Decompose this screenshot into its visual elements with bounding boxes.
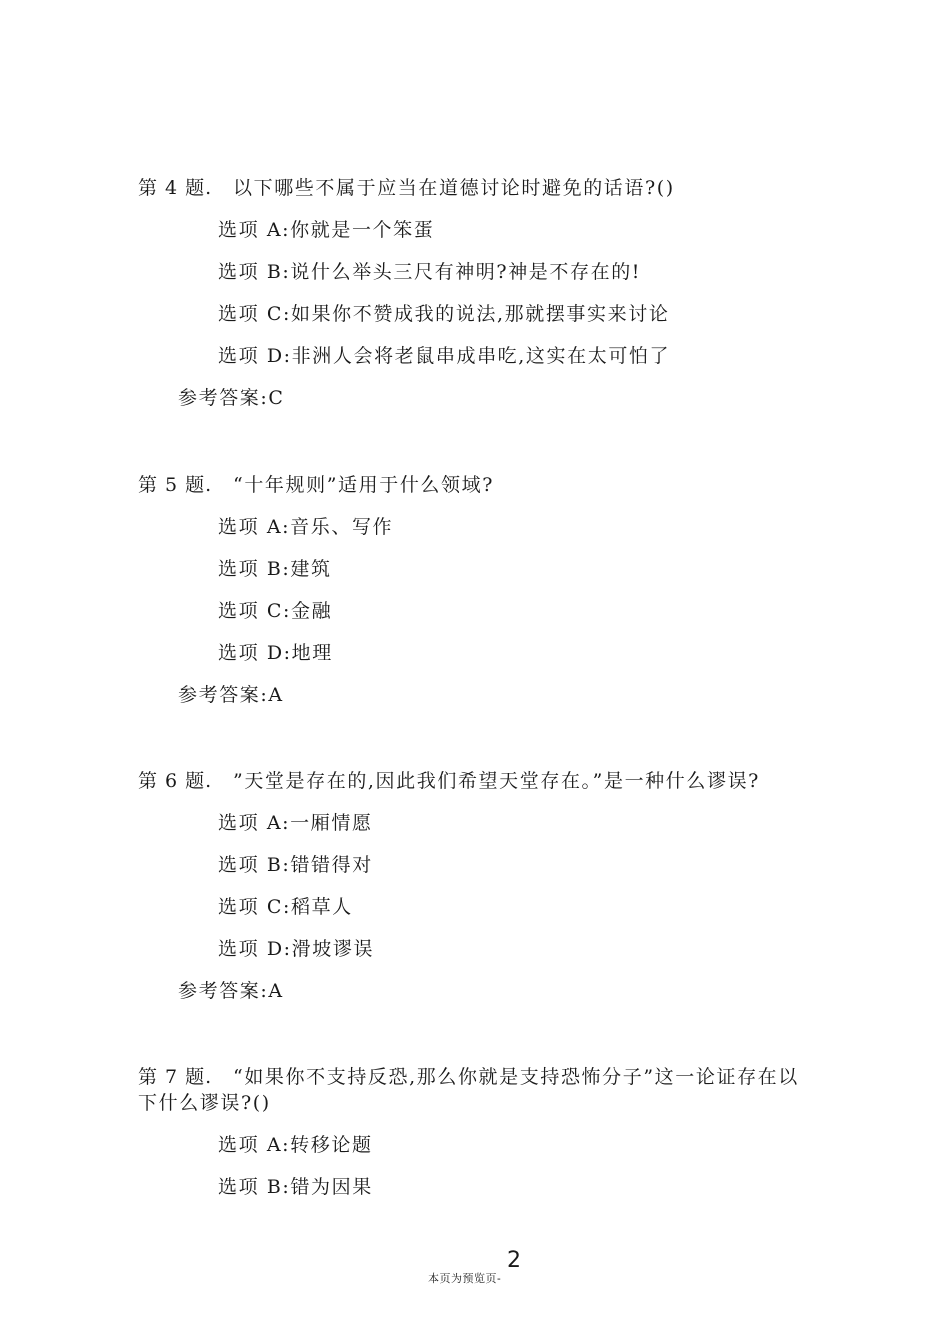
option-d: 选项 D:地理 xyxy=(218,642,333,664)
reference-answer: 参考答案:A xyxy=(178,980,284,1002)
option-a: 选项 A:一厢情愿 xyxy=(218,812,373,834)
question-stem: “如果你不支持反恐,那么你就是支持恐怖分子”这一论证存在以下什么谬误?() xyxy=(138,1066,799,1114)
question-7 xyxy=(138,1064,818,1200)
reference-answer: 参考答案:C xyxy=(178,387,285,409)
question-6 xyxy=(138,768,818,1004)
option-c: 选项 C:稻草人 xyxy=(218,896,353,918)
question-text xyxy=(138,472,818,498)
question-number: 第 7 题. xyxy=(138,1066,213,1088)
question-text xyxy=(138,1064,818,1116)
question-stem: ”天堂是存在的,因此我们希望天堂存在。”是一种什么谬误? xyxy=(233,770,760,792)
option-c: 选项 C:如果你不赞成我的说法,那就摆事实来讨论 xyxy=(218,303,670,325)
preview-note: 本页为预览页- xyxy=(428,1272,502,1285)
option-a: 选项 A:转移论题 xyxy=(218,1134,373,1156)
question-text xyxy=(138,175,818,201)
question-stem: 以下哪些不属于应当在道德讨论时避免的话语?() xyxy=(233,177,675,199)
option-a: 选项 A:音乐、写作 xyxy=(218,516,394,538)
question-4 xyxy=(138,175,818,411)
option-b: 选项 B:说什么举头三尺有神明?神是不存在的! xyxy=(218,261,642,283)
question-5 xyxy=(138,472,818,708)
option-d: 选项 D:滑坡谬误 xyxy=(218,938,375,960)
question-number: 第 6 题. xyxy=(138,770,213,792)
option-a: 选项 A:你就是一个笨蛋 xyxy=(218,219,435,241)
option-c: 选项 C:金融 xyxy=(218,600,333,622)
page-footer xyxy=(0,1248,950,1298)
question-number: 第 5 题. xyxy=(138,474,213,496)
question-stem: “十年规则”适用于什么领域? xyxy=(233,474,495,496)
reference-answer: 参考答案:A xyxy=(178,684,284,706)
option-d: 选项 D:非洲人会将老鼠串成串吃,这实在太可怕了 xyxy=(218,345,671,367)
option-b: 选项 B:建筑 xyxy=(218,558,332,580)
question-number: 第 4 题. xyxy=(138,177,213,199)
option-b: 选项 B:错错得对 xyxy=(218,854,373,876)
question-text xyxy=(138,768,818,794)
option-b: 选项 B:错为因果 xyxy=(218,1176,373,1198)
page-number: 2 xyxy=(507,1248,521,1273)
